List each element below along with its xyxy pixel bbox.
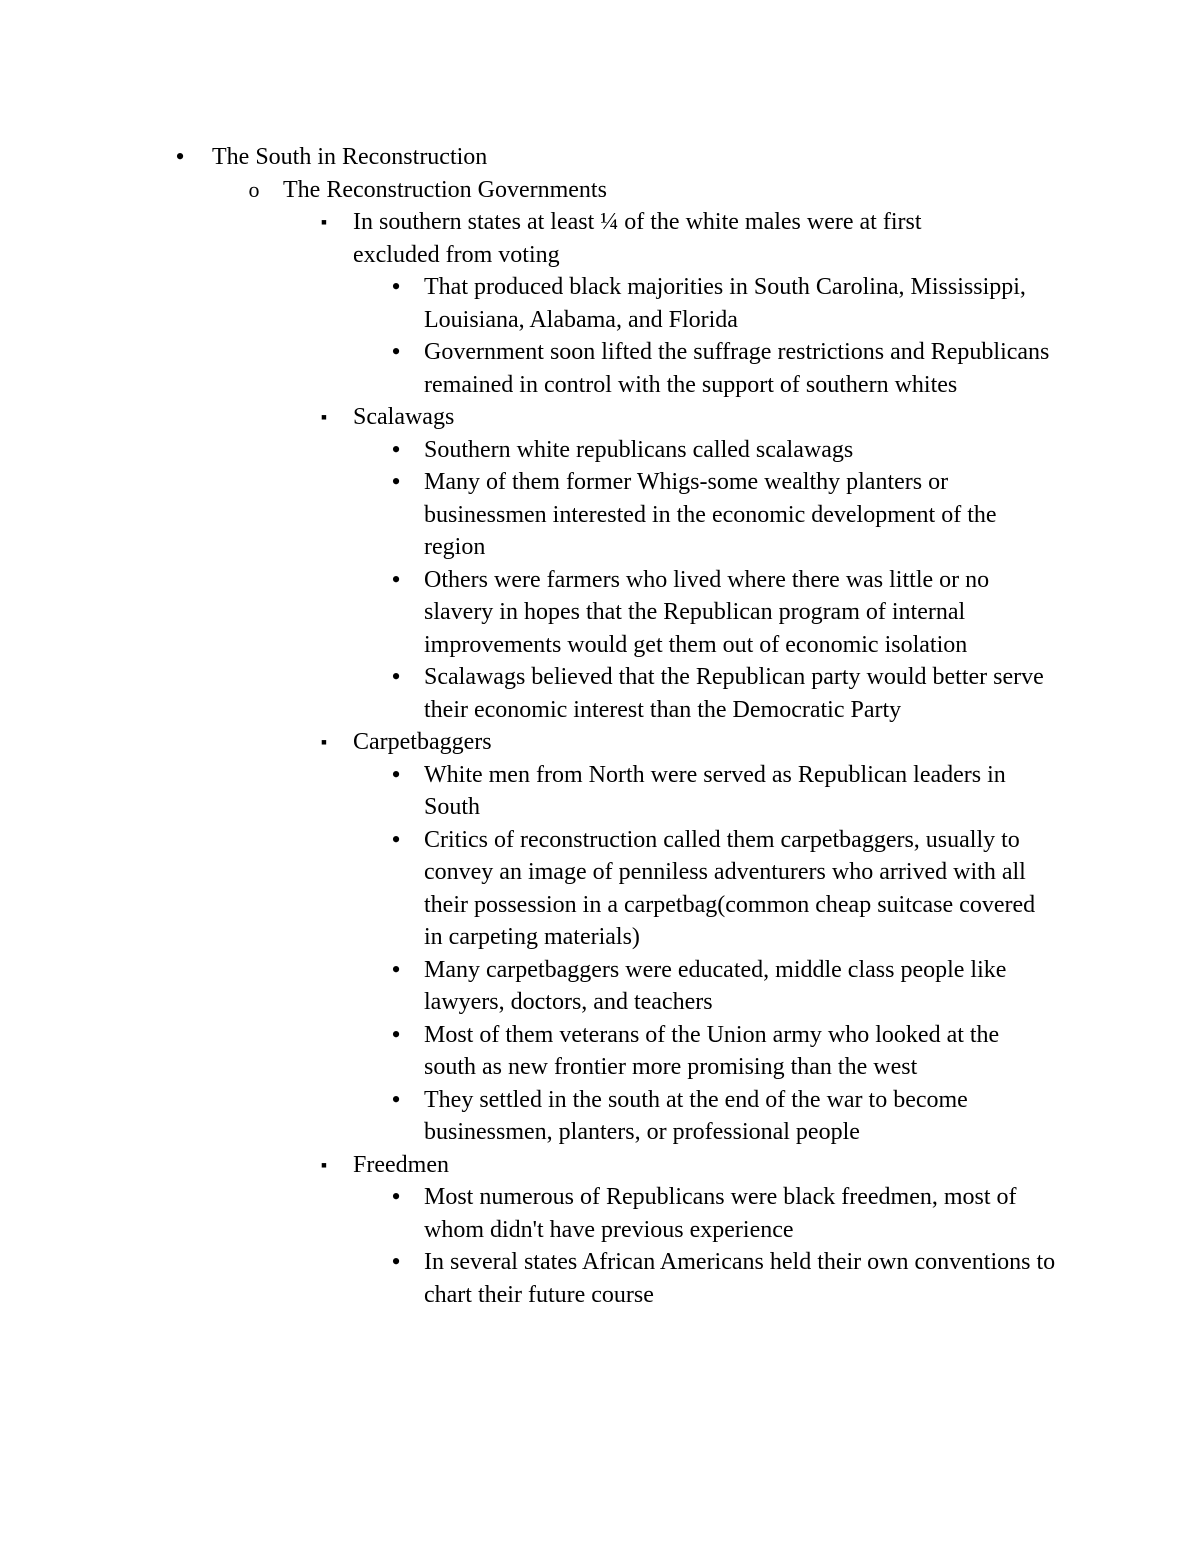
bullet-disc-icon: • — [391, 272, 401, 301]
topic-point-item — [0, 1246, 1200, 1311]
topic-heading: Carpetbaggers — [353, 729, 492, 755]
outline-list — [0, 141, 1200, 1311]
topic-heading-item — [0, 401, 1200, 434]
bullet-disc-icon: • — [391, 337, 401, 366]
topic-point: That produced black majorities in South Carolina, Mississippi, Louisiana, Alabama, and Florida — [424, 274, 1026, 333]
topic-point: Critics of reconstruction called them carpetbaggers, usually to convey an image of penniless adventurers who arrived with all their possession in a carpetbag(common cheap suitcase covered in carpeting materials) — [424, 826, 1036, 950]
topic-point-item — [0, 434, 1200, 467]
outline-section-item — [0, 174, 1200, 207]
bullet-circle-icon: o — [248, 176, 260, 202]
bullet-disc-icon: • — [391, 1084, 401, 1114]
topic-point: Most numerous of Republicans were black freedmen, most of whom didn't have previous experience — [424, 1184, 1017, 1243]
topic-point: White men from North were served as Republican leaders in South — [424, 761, 1006, 820]
outline-section: The Reconstruction Governments — [283, 176, 607, 203]
bullet-disc-icon: • — [391, 564, 401, 594]
topic-point: Government soon lifted the suffrage restrictions and Republicans remained in control with the support of southern whites — [424, 339, 1050, 398]
topic-heading-item — [0, 726, 1200, 759]
bullet-square-icon: ▪ — [320, 1154, 328, 1175]
topic-point: Most of them veterans of the Union army who looked at the south as new frontier more promising than the west — [424, 1021, 1000, 1080]
bullet-disc-icon: • — [391, 1182, 401, 1211]
bullet-disc-icon: • — [391, 1247, 401, 1276]
topic-point-item — [0, 661, 1200, 726]
topic-point: They settled in the south at the end of the war to become businessmen, planters, or professional people — [424, 1086, 968, 1145]
topic-point-item — [0, 466, 1200, 564]
topic-point-item — [0, 824, 1200, 954]
bullet-disc-icon: • — [391, 954, 401, 984]
topic-heading-item — [0, 1149, 1200, 1182]
topic-point: Many carpetbaggers were educated, middle class people like lawyers, doctors, and teachers — [424, 956, 1007, 1015]
outline-title-item — [0, 141, 1200, 174]
bullet-disc-icon: • — [391, 1019, 401, 1049]
topic-heading: Scalawags — [353, 404, 455, 430]
bullet-square-icon: ▪ — [320, 732, 328, 752]
topic-point-item — [0, 564, 1200, 662]
bullet-disc-icon: • — [175, 142, 185, 171]
topic-point-item — [0, 1019, 1200, 1084]
topic-point-item — [0, 954, 1200, 1019]
bullet-disc-icon: • — [391, 467, 401, 496]
topic-point-item — [0, 759, 1200, 824]
topic-point-item — [0, 1181, 1200, 1246]
bullet-disc-icon: • — [391, 824, 401, 854]
outline-title: The South in Reconstruction — [212, 144, 488, 170]
bullet-square-icon: ▪ — [320, 212, 328, 232]
bullet-disc-icon: • — [391, 434, 401, 464]
topic-point-item — [0, 1084, 1200, 1149]
topic-point: Scalawags believed that the Republican party would better serve their economic interest than the Democratic Party — [424, 664, 1044, 723]
topic-heading: Freedmen — [353, 1151, 449, 1178]
topic-point-item — [0, 271, 1200, 336]
bullet-square-icon: ▪ — [320, 407, 328, 427]
topic-point: In several states African Americans held their own conventions to chart their future course — [424, 1249, 1056, 1308]
bullet-disc-icon: • — [391, 662, 401, 691]
bullet-disc-icon: • — [391, 759, 401, 789]
topic-heading-item — [0, 206, 1200, 271]
topic-point: Many of them former Whigs-some wealthy planters or businessmen interested in the economic development of the region — [424, 469, 997, 560]
topic-point: Others were farmers who lived where there was little or no slavery in hopes that the Republican program of internal improvements would get them out of economic isolation — [424, 566, 990, 658]
topic-point: Southern white republicans called scalawags — [424, 436, 854, 463]
topic-heading: In southern states at least ¼ of the white males were at first excluded from voting — [353, 209, 922, 268]
topic-point-item — [0, 336, 1200, 401]
